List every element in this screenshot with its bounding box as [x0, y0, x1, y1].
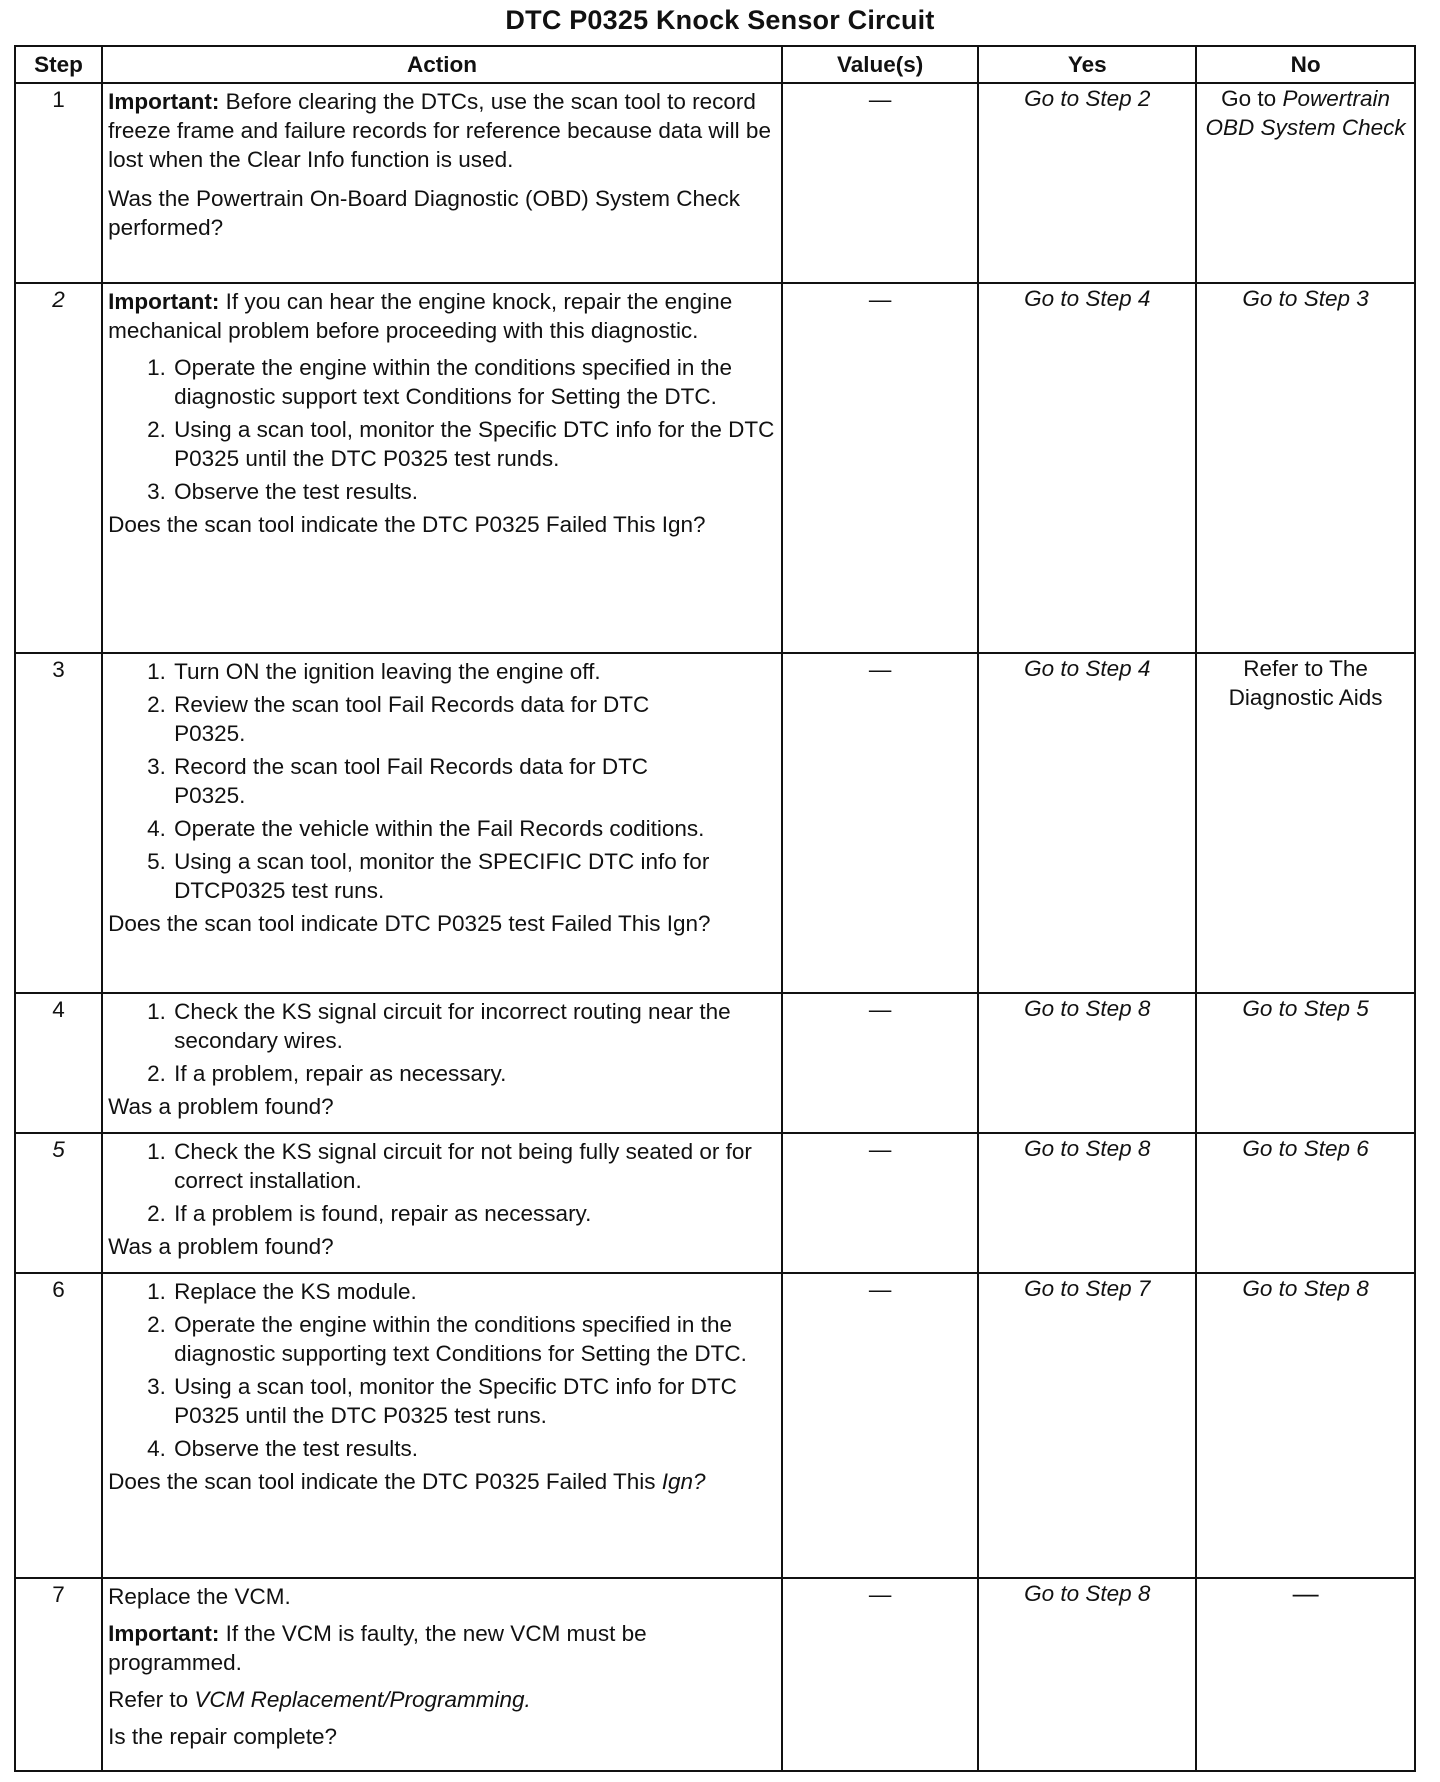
- table-row: [15, 1133, 1415, 1273]
- question-text: Was a problem found?: [108, 1094, 334, 1119]
- value-cell: —: [782, 83, 979, 283]
- no-cell: Go to Step 3: [1196, 283, 1415, 653]
- question-text: Was a problem found?: [108, 1234, 334, 1259]
- action-cell: [102, 1133, 782, 1273]
- yes-cell: Go to Step 8: [978, 1133, 1196, 1273]
- step-number: 3: [15, 653, 102, 993]
- question-text: Is the repair complete?: [108, 1724, 337, 1749]
- step-number: 5: [15, 1133, 102, 1273]
- yes-cell: Go to Step 4: [978, 653, 1196, 993]
- value-cell: —: [782, 653, 979, 993]
- value-cell: —: [782, 283, 979, 653]
- list-item: 2. Using a scan tool, monitor the Specific DTC info for the DTC P0325 until the DTC P0325 test runds.: [172, 415, 775, 473]
- important-label: Important:: [108, 1621, 220, 1646]
- header-yes: Yes: [978, 46, 1196, 83]
- yes-cell: Go to Step 4: [978, 283, 1196, 653]
- important-note: [108, 1619, 775, 1677]
- step-number: 1: [15, 83, 102, 283]
- no-cell: Go to Step 6: [1196, 1133, 1415, 1273]
- table-row: [15, 1273, 1415, 1578]
- important-note: [108, 287, 775, 345]
- list-item: 4. Operate the vehicle within the Fail Records coditions.: [172, 814, 775, 843]
- value-cell: —: [782, 1578, 979, 1771]
- important-label: Important:: [108, 89, 220, 114]
- important-text: Before clearing the DTCs, use the scan tool to record freeze frame and failure records for reference because data will be lost when the Clear Info function is used.: [108, 89, 771, 172]
- list-item: 3. Record the scan tool Fail Records data for DTC P0325.: [172, 752, 775, 810]
- header-step: Step: [15, 46, 102, 83]
- question-text: [108, 1467, 775, 1496]
- list-item: 3. Observe the test results.: [172, 477, 775, 506]
- table-row: [15, 653, 1415, 993]
- yes-cell: Go to Step 7: [978, 1273, 1196, 1578]
- step-number: 4: [15, 993, 102, 1133]
- no-cell: Go to Step 5: [1196, 993, 1415, 1133]
- important-text: If you can hear the engine knock, repair the engine mechanical problem before proceeding with this diagnostic.: [108, 289, 733, 343]
- question-text: Was the Powertrain On-Board Diagnostic (OBD) System Check performed?: [108, 186, 740, 240]
- no-cell: [1196, 83, 1415, 283]
- procedure-list: [108, 1277, 775, 1463]
- procedure-list: [108, 657, 775, 905]
- table-row: [15, 283, 1415, 653]
- question-tail: Ign?: [661, 1469, 706, 1494]
- refer-prefix: Refer to: [108, 1687, 195, 1712]
- important-text: If the VCM is faulty, the new VCM must be programmed.: [108, 1621, 647, 1675]
- table-header-row: [15, 46, 1415, 83]
- table-row: [15, 83, 1415, 283]
- important-note: [108, 87, 775, 174]
- no-cell: Go to Step 8: [1196, 1273, 1415, 1578]
- action-line: Replace the VCM.: [108, 1584, 291, 1609]
- action-cell: [102, 83, 782, 283]
- important-label: Important:: [108, 289, 220, 314]
- procedure-list: [108, 1137, 775, 1228]
- refer-reference: VCM Replacement/Programming.: [194, 1687, 531, 1712]
- list-item: 2. Review the scan tool Fail Records data for DTC P0325.: [172, 690, 775, 748]
- list-item: 1. Check the KS signal circuit for not being fully seated or for correct installation.: [172, 1137, 775, 1195]
- action-cell: [102, 993, 782, 1133]
- action-cell: [102, 1578, 782, 1771]
- value-cell: —: [782, 1133, 979, 1273]
- list-item: 2. If a problem is found, repair as necessary.: [172, 1199, 775, 1228]
- action-cell: [102, 653, 782, 993]
- procedure-list: [108, 997, 775, 1088]
- diagnostic-table: [14, 45, 1416, 1772]
- page-title: DTC P0325 Knock Sensor Circuit: [505, 5, 935, 35]
- header-no: No: [1196, 46, 1415, 83]
- list-item: 1. Replace the KS module.: [172, 1277, 775, 1306]
- list-item: 1. Operate the engine within the conditions specified in the diagnostic support text Conditions for Setting the DTC.: [172, 353, 775, 411]
- value-cell: —: [782, 1273, 979, 1578]
- step-number: 2: [15, 283, 102, 653]
- no-cell: Refer to The Diagnostic Aids: [1196, 653, 1415, 993]
- yes-cell: Go to Step 2: [978, 83, 1196, 283]
- no-prefix: Go to: [1221, 86, 1283, 111]
- reference-line: [108, 1685, 775, 1714]
- list-item: 2. Operate the engine within the conditions specified in the diagnostic supporting text Conditions for Setting the DTC.: [172, 1310, 775, 1368]
- no-cell: —: [1196, 1578, 1415, 1771]
- yes-cell: Go to Step 8: [978, 1578, 1196, 1771]
- list-item: 2. If a problem, repair as necessary.: [172, 1059, 775, 1088]
- question-main: Does the scan tool indicate the DTC P0325 Failed This: [108, 1469, 662, 1494]
- list-item: 1. Check the KS signal circuit for incorrect routing near the secondary wires.: [172, 997, 775, 1055]
- table-row: [15, 1578, 1415, 1771]
- procedure-list: [108, 353, 775, 506]
- question-text: Does the scan tool indicate the DTC P0325 Failed This Ign?: [108, 512, 706, 537]
- question-text: Does the scan tool indicate DTC P0325 test Failed This Ign?: [108, 911, 711, 936]
- list-item: 3. Using a scan tool, monitor the Specific DTC info for DTC P0325 until the DTC P0325 test runs.: [172, 1372, 775, 1430]
- value-cell: —: [782, 993, 979, 1133]
- action-cell: [102, 1273, 782, 1578]
- table-row: [15, 993, 1415, 1133]
- list-item: 4. Observe the test results.: [172, 1434, 775, 1463]
- list-item: 1. Turn ON the ignition leaving the engine off.: [172, 657, 775, 686]
- no-reference: Powertrain OBD System Check: [1205, 86, 1406, 140]
- header-action: Action: [102, 46, 782, 83]
- yes-cell: Go to Step 8: [978, 993, 1196, 1133]
- step-number: 7: [15, 1578, 102, 1771]
- list-item: 5. Using a scan tool, monitor the SPECIFIC DTC info for DTCP0325 test runs.: [172, 847, 775, 905]
- step-number: 6: [15, 1273, 102, 1578]
- header-values: Value(s): [782, 46, 979, 83]
- action-cell: [102, 283, 782, 653]
